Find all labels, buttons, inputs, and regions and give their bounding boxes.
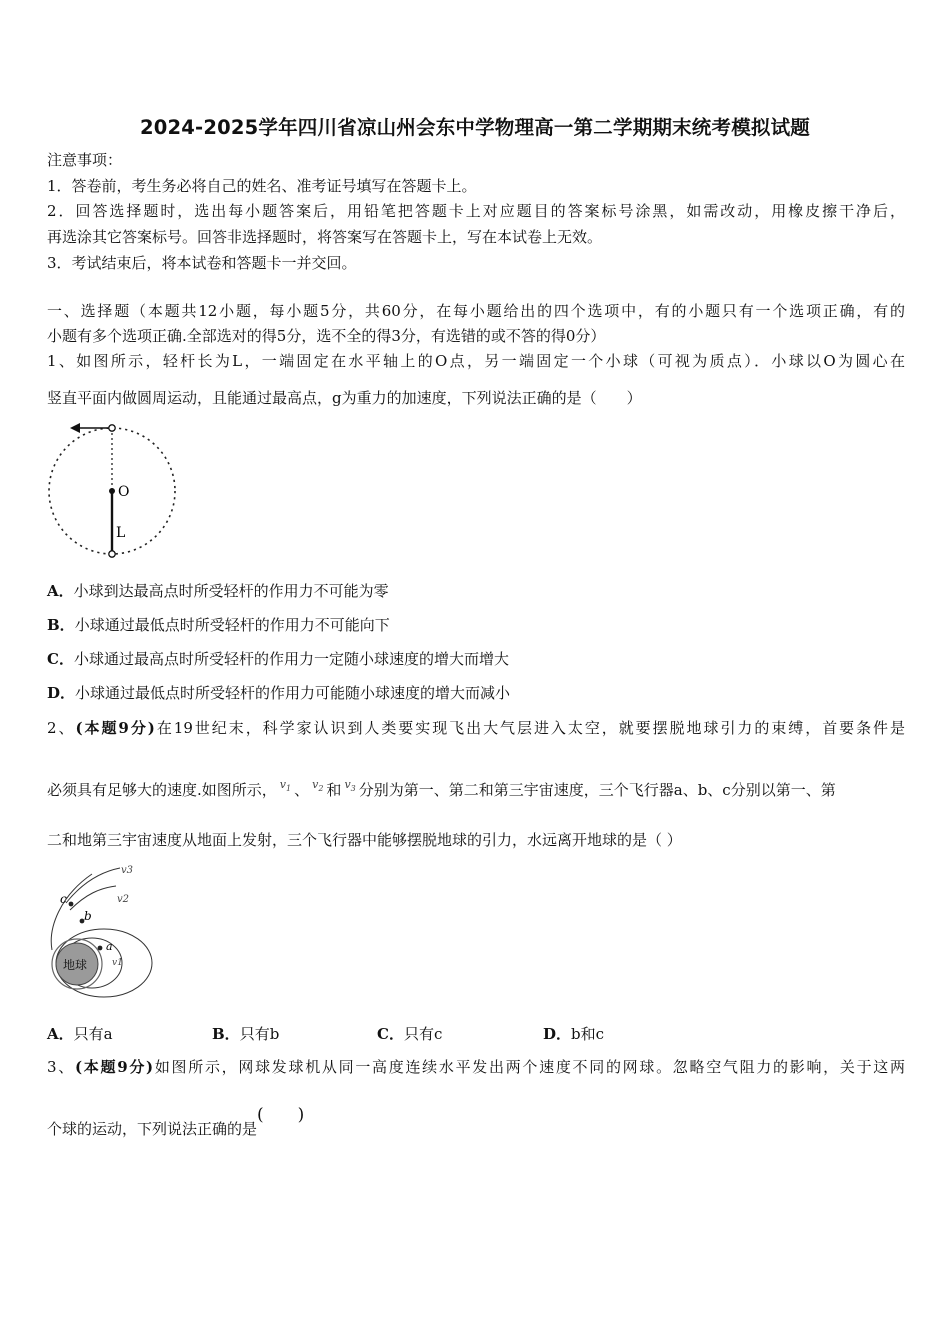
question-1-stem: 竖直平面内做圆周运动，且能通过最高点，g为重力的加速度，下列说法正确的是（ ） bbox=[47, 389, 642, 407]
notice-heading: 注意事项： bbox=[47, 151, 123, 169]
question-text: 分别为第一、第二和第三宇宙速度，三个飞行器a、b、c分别以第一、第 bbox=[358, 781, 836, 799]
label-o: O bbox=[118, 484, 130, 500]
question-score: (本题9分) bbox=[75, 719, 155, 737]
symbol-v2: v2 bbox=[312, 778, 324, 794]
option-text: 小球通过最低点时所受轻杆的作用力不可能向下 bbox=[74, 616, 390, 634]
symbol-v1: v1 bbox=[279, 778, 292, 794]
label-l: L bbox=[116, 525, 126, 541]
section-line: 一、选择题（本题共12小题，每小题5分，共60分，在每小题给出的四个选项中，有的小题只有一个选项正确，有的 bbox=[47, 302, 905, 320]
question-score: (本题9分) bbox=[74, 1058, 154, 1076]
option-a: A．只有a bbox=[47, 1025, 113, 1043]
point-a bbox=[98, 946, 103, 951]
arrow-head-icon bbox=[70, 423, 80, 433]
option-d bbox=[47, 683, 510, 703]
option-key: D． bbox=[47, 684, 76, 702]
label-earth: 地球 bbox=[63, 958, 88, 972]
option-c: C．只有c bbox=[377, 1025, 443, 1043]
question-number: 2、 bbox=[47, 719, 76, 737]
trajectory-v3 bbox=[66, 868, 120, 903]
pivot-point bbox=[109, 488, 115, 494]
notice-item: 3．考试结束后，将本试卷和答题卡一并交回。 bbox=[47, 254, 357, 272]
option-text: 小球到达最高点时所受轻杆的作用力不可能为零 bbox=[73, 582, 389, 600]
question-2-stem: 必须具有足够大的速度.如图所示， $^{v_1}$ 、 $^{v_2}$ 和 $^{v_3}$ 分别为第一、第二和第三宇宙速度，三个飞行器a、b、c分别以第一、第 bbox=[47, 778, 836, 799]
option-text: 小球通过最低点时所受轻杆的作用力可能随小球速度的增大而减小 bbox=[75, 684, 511, 702]
question-text: 个球的运动，下列说法正确的是 bbox=[47, 1120, 258, 1138]
label-b: b bbox=[84, 909, 92, 923]
question-text: 如图所示，网球发球机从同一高度连续水平发出两个速度不同的网球。忽略空气阻力的影响，关于这两 bbox=[153, 1058, 905, 1076]
question-number: 3、 bbox=[47, 1058, 75, 1076]
option-key: B． bbox=[47, 616, 75, 634]
notice-item: 1．答卷前，考生务必将自己的姓名、准考证号填写在答题卡上。 bbox=[47, 177, 477, 195]
option-b: B．只有b bbox=[212, 1025, 280, 1043]
option-a bbox=[47, 581, 389, 601]
cosmic-velocity-figure bbox=[42, 858, 162, 1008]
label-a: a bbox=[106, 940, 113, 953]
option-text: 小球通过最高点时所受轻杆的作用力一定随小球速度的增大而增大 bbox=[73, 650, 509, 668]
question-3-stem bbox=[47, 1105, 305, 1139]
option-key: A． bbox=[47, 582, 74, 600]
label-v1: v1 bbox=[112, 958, 123, 968]
trajectory-v2 bbox=[70, 886, 116, 910]
point-c bbox=[69, 902, 74, 907]
question-text: 在19世纪末，科学家认识到人类要实现飞出大气层进入太空，就要摆脱地球引力的束缚，首要条件是 bbox=[154, 719, 906, 737]
answer-paren: ( ) bbox=[257, 1105, 305, 1125]
option-b bbox=[47, 615, 390, 635]
section-line: 小题有多个选项正确.全部选对的得5分，选不全的得3分，有选错的或不答的得0分） bbox=[47, 327, 606, 345]
option-c bbox=[47, 649, 509, 669]
circular-motion-figure bbox=[40, 416, 190, 566]
question-3-stem bbox=[47, 1057, 905, 1077]
question-2-stem: 二和地第三宇宙速度从地面上发射，三个飞行器中能够摆脱地球的引力，水远离开地球的是（ ） bbox=[47, 831, 682, 849]
label-v2: v2 bbox=[117, 894, 130, 905]
page-title: 2024-2025学年四川省凉山州会东中学物理高一第二学期期末统考模拟试题 bbox=[139, 116, 811, 139]
notice-item: 2．回答选择题时，选出每小题答案后，用铅笔把答题卡上对应题目的答案标号涂黑，如需改动，用橡皮擦干净后， bbox=[47, 202, 905, 220]
option-key: C． bbox=[47, 650, 74, 668]
question-text: 必须具有足够大的速度.如图所示， bbox=[47, 781, 277, 799]
question-1-stem: 1、如图所示，轻杆长为L，一端固定在水平轴上的O点，另一端固定一个小球（可视为质点）．小球以O为圆心在 bbox=[47, 352, 905, 370]
label-c: c bbox=[60, 892, 67, 906]
question-2-stem bbox=[47, 718, 905, 738]
symbol-v3: v3 bbox=[344, 778, 356, 794]
label-v3: v3 bbox=[121, 865, 134, 876]
ball-top bbox=[109, 425, 115, 431]
ball-bottom bbox=[109, 551, 115, 557]
option-d: D．b和c bbox=[543, 1025, 605, 1043]
notice-item: 再选涂其它答案标号。回答非选择题时，将答案写在答题卡上，写在本试卷上无效。 bbox=[47, 228, 603, 246]
